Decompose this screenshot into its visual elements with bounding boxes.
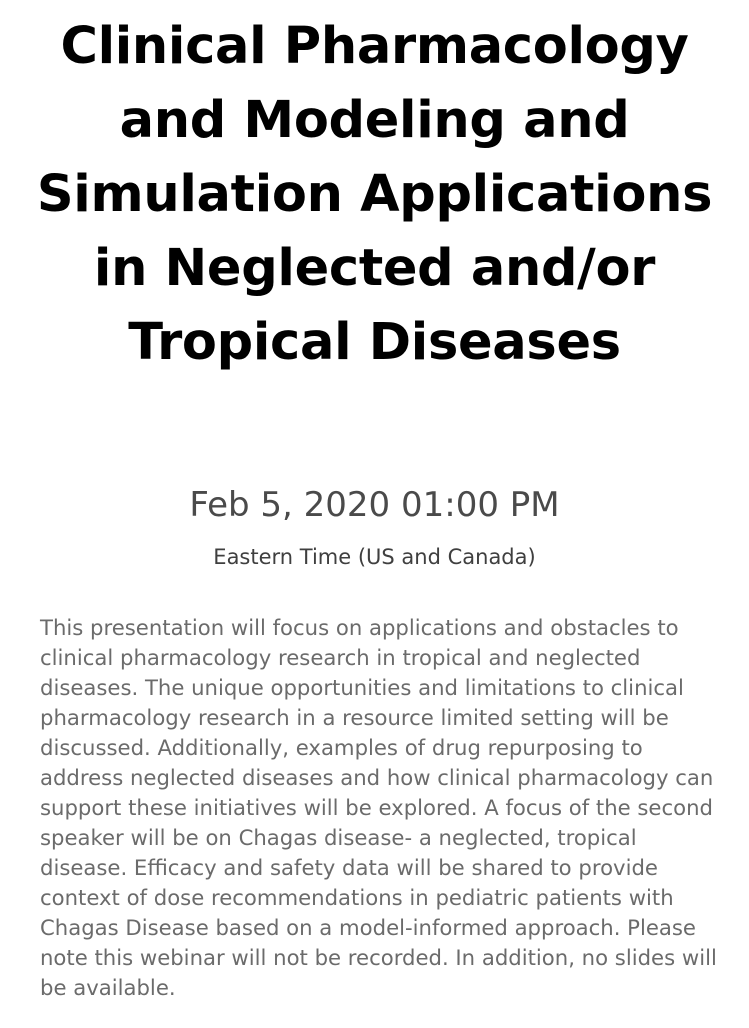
event-description: This presentation will focus on applications and obstacles to clinical pharmacology research in tropical and neglected diseases. The unique opportunities and limitations to clinical pharmacology research in a resource limited setting will be discussed. Additionally, examples of drug repurposing to address neglected diseases and how clinical pharmacology can support these initiatives will be explored. A focus of the second speaker will be on Chagas disease- a neglected, tropical disease. Efficacy and safety data will be shared to provide context of dose recommendations in pediatric patients with Chagas Disease based on a model-informed approach. Please note this webinar will not be recorded. In addition, no slides will be available. — [40, 615, 717, 1000]
event-timezone: Eastern Time (US and Canada) — [213, 545, 536, 569]
event-title: Clinical Pharmacology and Modeling and Simulation Applications in Neglected and/or Tropical Diseases — [36, 17, 713, 372]
event-datetime: Feb 5, 2020 01:00 PM — [189, 485, 560, 525]
